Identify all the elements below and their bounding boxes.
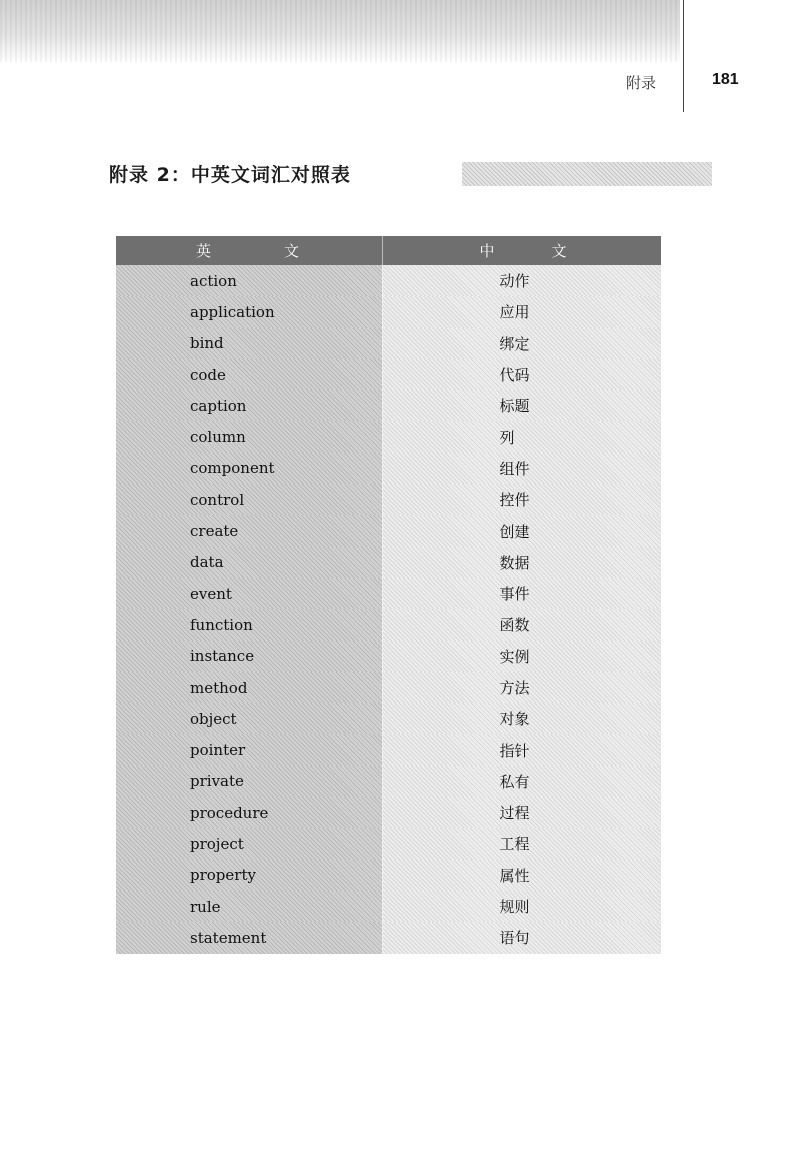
table-row (116, 547, 661, 578)
english-term: property (116, 860, 382, 891)
chinese-term: 控件 (382, 484, 661, 515)
english-term: component (116, 453, 382, 484)
chinese-term: 数据 (382, 547, 661, 578)
chinese-term: 私有 (382, 766, 661, 797)
table-row (116, 453, 661, 484)
column-header-english-char: 文 (283, 242, 300, 260)
table-row (116, 359, 661, 390)
table-row (116, 421, 661, 452)
chinese-term: 规则 (382, 891, 661, 922)
table-header-row (116, 236, 661, 265)
english-term: instance (116, 641, 382, 672)
table-row (116, 641, 661, 672)
table-row (116, 922, 661, 953)
column-header-chinese (382, 236, 661, 265)
column-header-english (116, 236, 382, 265)
title-decoration-band (462, 162, 712, 186)
table-header (116, 236, 661, 265)
english-term: rule (116, 891, 382, 922)
column-header-english-char: 英 (196, 242, 213, 260)
scan-artifact-band (0, 0, 680, 62)
table-row (116, 891, 661, 922)
table-row (116, 296, 661, 327)
english-term: event (116, 578, 382, 609)
chinese-term: 事件 (382, 578, 661, 609)
chinese-term: 对象 (382, 703, 661, 734)
english-term: application (116, 296, 382, 327)
table-row (116, 734, 661, 765)
english-term: procedure (116, 797, 382, 828)
table-row (116, 515, 661, 546)
column-header-chinese-char: 文 (551, 242, 568, 260)
table-row (116, 703, 661, 734)
english-term: caption (116, 390, 382, 421)
chinese-term: 组件 (382, 453, 661, 484)
chinese-term: 应用 (382, 296, 661, 327)
english-term: control (116, 484, 382, 515)
table-row (116, 328, 661, 359)
english-term: data (116, 547, 382, 578)
english-term: statement (116, 922, 382, 953)
chinese-term: 方法 (382, 672, 661, 703)
header-divider (683, 0, 684, 112)
chinese-term: 函数 (382, 609, 661, 640)
chinese-term: 指针 (382, 734, 661, 765)
section-title: 附录 2：中英文词汇对照表 (109, 164, 351, 186)
chinese-term: 动作 (382, 265, 661, 296)
table-row (116, 390, 661, 421)
page-number: 181 (712, 71, 739, 88)
english-term: private (116, 766, 382, 797)
table-row (116, 828, 661, 859)
chinese-term: 工程 (382, 828, 661, 859)
chinese-term: 实例 (382, 641, 661, 672)
english-term: object (116, 703, 382, 734)
chinese-term: 列 (382, 421, 661, 452)
table-row (116, 265, 661, 296)
table-row (116, 578, 661, 609)
table-body (116, 265, 661, 954)
chinese-term: 代码 (382, 359, 661, 390)
english-term: column (116, 421, 382, 452)
english-term: project (116, 828, 382, 859)
running-head: 附录 (626, 74, 657, 92)
table-row (116, 609, 661, 640)
table-row (116, 484, 661, 515)
column-header-chinese-char: 中 (479, 242, 496, 260)
chinese-term: 创建 (382, 515, 661, 546)
english-term: create (116, 515, 382, 546)
chinese-term: 绑定 (382, 328, 661, 359)
english-term: code (116, 359, 382, 390)
vocabulary-table (116, 236, 661, 954)
english-term: bind (116, 328, 382, 359)
chinese-term: 语句 (382, 922, 661, 953)
table-row (116, 797, 661, 828)
chinese-term: 过程 (382, 797, 661, 828)
english-term: function (116, 609, 382, 640)
chinese-term: 属性 (382, 860, 661, 891)
table-row (116, 766, 661, 797)
table-row (116, 672, 661, 703)
english-term: method (116, 672, 382, 703)
english-term: pointer (116, 734, 382, 765)
table-row (116, 860, 661, 891)
chinese-term: 标题 (382, 390, 661, 421)
english-term: action (116, 265, 382, 296)
